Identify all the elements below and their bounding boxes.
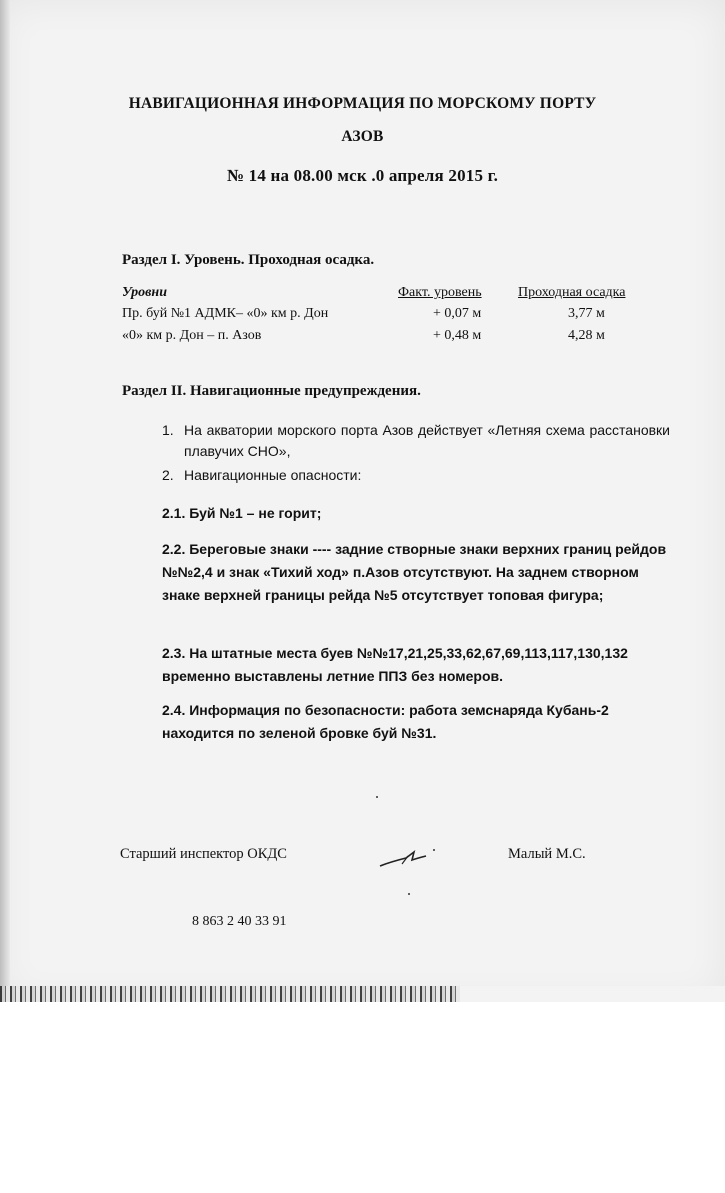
row-draft: 3,77 м [568, 306, 605, 321]
row-level: + 0,07 м [433, 306, 482, 321]
list-item-text: Навигационные опасности: [184, 467, 362, 483]
list-item [162, 420, 670, 462]
section1-title: Раздел I. Уровень. Проходная осадка. [122, 252, 375, 268]
bulletin-number-date: № 14 на 08.00 мск .0 апреля 2015 г. [226, 166, 499, 185]
row-name: Пр. буй №1 АДМК– «0» км р. Дон [122, 306, 329, 321]
signature-mark [378, 844, 448, 874]
levels-table-header [122, 285, 652, 305]
section2-title: Раздел II. Навигационные предупреждения. [122, 383, 421, 399]
doc-title: НАВИГАЦИОННАЯ ИНФОРМАЦИЯ ПО МОРСКОМУ ПОРТУ [128, 95, 597, 112]
row-level: + 0,48 м [433, 328, 482, 343]
scan-bottom-edge-fade [460, 986, 725, 1002]
table-row [122, 328, 652, 348]
col-levels: Уровни [122, 285, 167, 300]
warning-2-4: 2.4. Информация по безопасности: работа земснаряда Кубань-2 находится по зеленой бровке буй №31. [162, 702, 609, 741]
warning-2-3: 2.3. На штатные места буев №№17,21,25,33,62,67,69,113,117,130,132 временно выставлены летние ППЗ без номеров. [162, 645, 628, 684]
signer-title: Старший инспектор ОКДС [120, 846, 287, 862]
scan-speck [408, 893, 410, 895]
row-draft: 4,28 м [568, 328, 605, 343]
scan-speck [376, 796, 378, 798]
contact-phone: 8 863 2 40 33 91 [192, 914, 287, 929]
list-item-text: На акватории морского порта Азов действует «Летняя схема расстановки плавучих СНО», [184, 422, 670, 459]
col-fact-level: Факт. уровень [398, 285, 482, 300]
scan-edge [0, 0, 10, 1002]
list-item-number: 2. [162, 467, 174, 483]
row-name: «0» км р. Дон – п. Азов [122, 328, 262, 343]
signer-name: Малый М.С. [508, 846, 586, 862]
port-name: АЗОВ [341, 128, 384, 145]
list-item-number: 1. [162, 422, 174, 438]
list-item [162, 465, 670, 486]
warning-2-2: 2.2. Береговые знаки ---- задние створные знаки верхних границ рейдов №№2,4 и знак «Тихий ход» п.Азов отсутствуют. На заднем створном знаке верхней границы рейда №5 отсутствует топовая фигура; [162, 541, 667, 603]
warning-2-1: 2.1. Буй №1 – не горит; [162, 505, 322, 521]
table-row [122, 306, 652, 326]
col-passing-draft: Проходная осадка [518, 285, 626, 300]
